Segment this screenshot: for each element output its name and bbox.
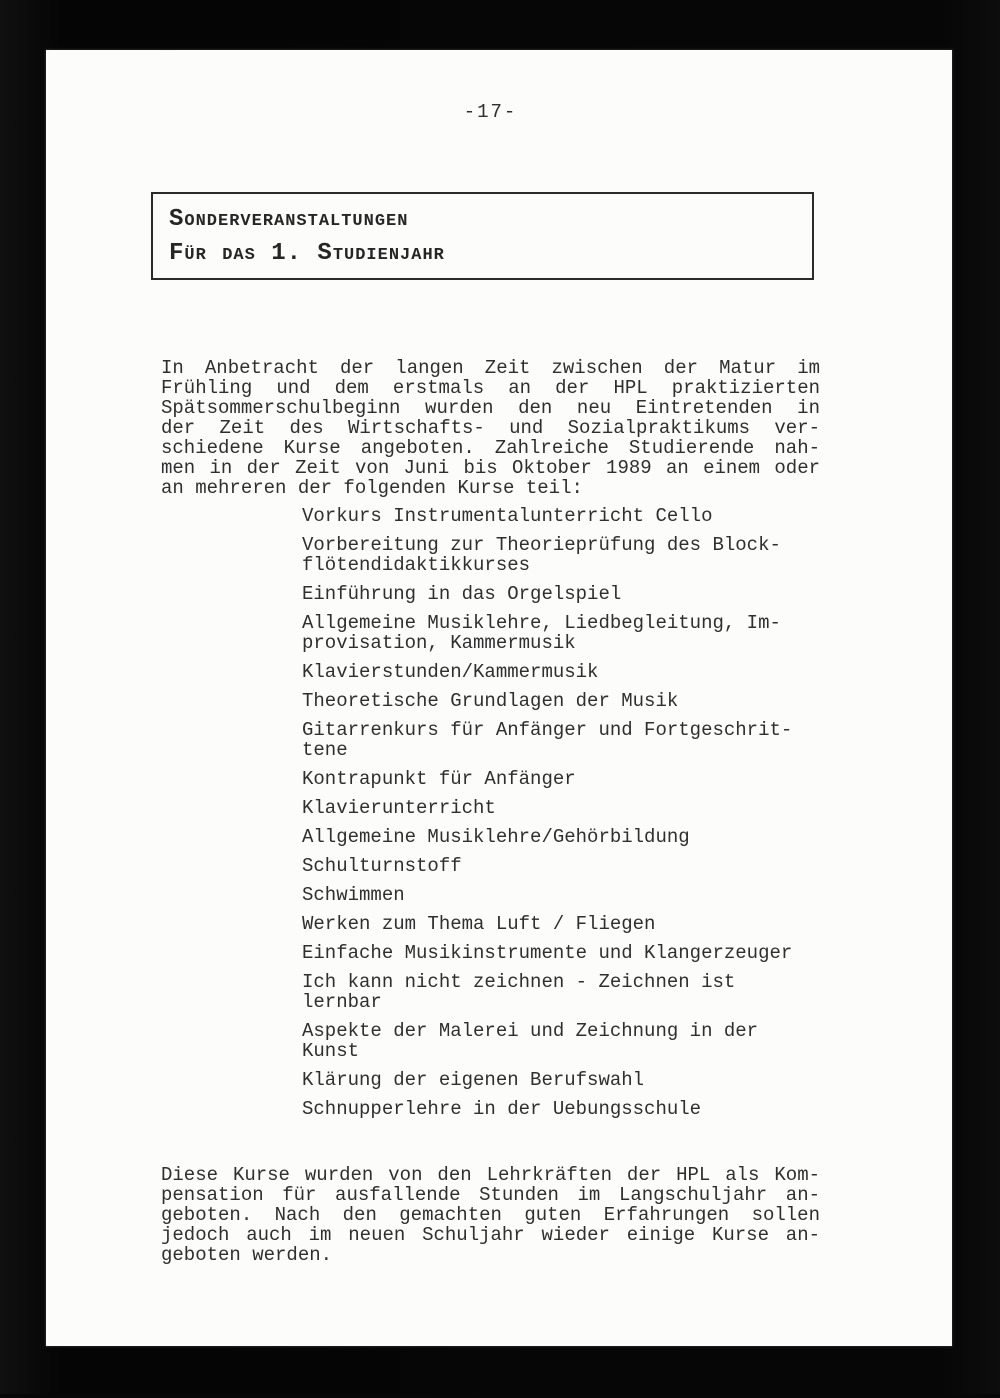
closing-paragraph [161,1165,820,1265]
course-line: Klavierunterricht [302,797,496,819]
paragraph-line: schiedene Kurse angeboten. Zahlreiche Studierende nah- [161,437,820,459]
paragraph-line: geboten. Nach den gemachten guten Erfahrungen sollen [161,1204,820,1226]
course-item [302,827,961,847]
course-line: Vorkurs Instrumentalunterricht Cello [302,505,713,527]
course-line: Werken zum Thema Luft / Fliegen [302,913,656,935]
course-item [302,798,961,818]
page-content [46,102,952,1398]
section-heading-line-1: Sonderveranstaltungen [169,206,409,233]
course-line: Kunst [302,1040,360,1062]
course-item [302,584,961,604]
paragraph-line: geboten werden. [161,1244,333,1266]
course-line: flötendidaktikkurses [302,554,531,576]
course-line: lernbar [302,991,382,1013]
course-line: tene [302,739,348,761]
intro-paragraph [161,358,820,498]
course-item [302,691,961,711]
course-line: Aspekte der Malerei und Zeichnung in der [302,1020,759,1042]
course-line: Kontrapunkt für Anfänger [302,768,576,790]
course-item [302,1099,961,1119]
course-line: Klavierstunden/Kammermusik [302,661,599,683]
section-heading-box [151,192,814,280]
course-item [302,1021,961,1061]
paragraph-line: men in der Zeit von Juni bis Oktober 1989 an einem oder [161,457,820,479]
course-item [302,856,961,876]
course-item [302,720,961,760]
document-page [46,50,952,1346]
course-line: Klärung der eigenen Berufswahl [302,1069,645,1091]
course-item [302,943,961,963]
course-line: Schwimmen [302,884,405,906]
course-item [302,535,961,575]
course-line: Theoretische Grundlagen der Musik [302,690,679,712]
course-item [302,914,961,934]
course-line: provisation, Kammermusik [302,632,576,654]
paragraph-line: jedoch auch im neuen Schuljahr wieder einige Kurse an- [161,1224,820,1246]
section-heading-line-2: Für das 1. Studienjahr [169,240,445,267]
paragraph-line: pensation für ausfallende Stunden im Langschuljahr an- [161,1184,820,1206]
course-item [302,769,961,789]
course-line: Allgemeine Musiklehre/Gehörbildung [302,826,690,848]
course-item [302,972,961,1012]
paragraph-line: Frühling und dem erstmals an der HPL praktizierten [161,377,820,399]
paragraph-line: In Anbetracht der langen Zeit zwischen der Matur im [161,357,820,379]
paragraph-line: Spätsommerschulbeginn wurden den neu Eintretenden in [161,397,820,419]
course-item [302,613,961,653]
course-line: Schulturnstoff [302,855,462,877]
course-line: Schnupperlehre in der Uebungsschule [302,1098,702,1120]
course-line: Einfache Musikinstrumente und Klangerzeuger [302,942,793,964]
page-number: -17- [463,101,518,123]
course-line: Ich kann nicht zeichnen - Zeichnen ist [302,971,736,993]
course-item [302,662,961,682]
course-line: Vorbereitung zur Theorieprüfung des Block- [302,534,781,556]
course-line: Allgemeine Musiklehre, Liedbegleitung, Im- [302,612,781,634]
paragraph-line: der Zeit des Wirtschafts- und Sozialpraktikums ver- [161,417,820,439]
course-item [302,506,961,526]
course-line: Einführung in das Orgelspiel [302,583,622,605]
paragraph-line: an mehreren der folgenden Kurse teil: [161,477,583,499]
course-list [302,506,961,1119]
paragraph-line: Diese Kurse wurden von den Lehrkräften der HPL als Kom- [161,1164,820,1186]
course-item [302,1070,961,1090]
course-line: Gitarrenkurs für Anfänger und Fortgeschrit- [302,719,793,741]
course-item [302,885,961,905]
